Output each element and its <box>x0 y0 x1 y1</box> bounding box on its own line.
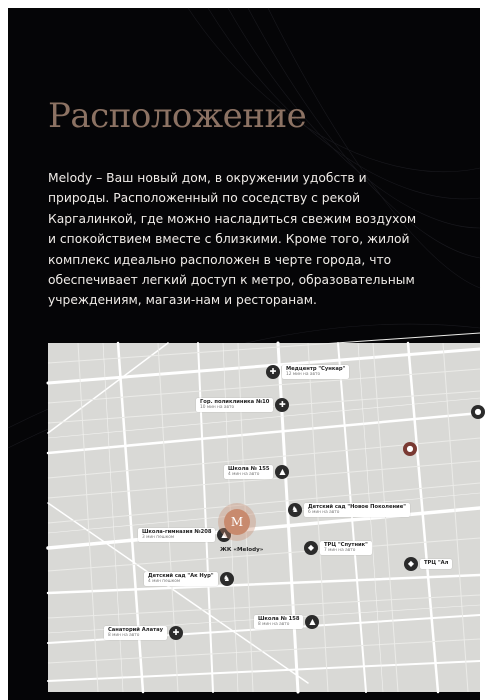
graduation-cap-icon: ▲ <box>305 615 319 629</box>
poi-city-clinic-10[interactable] <box>196 398 289 412</box>
location-dot-icon: ● <box>403 442 417 456</box>
medical-cross-icon: ✚ <box>266 365 280 379</box>
poi-label: Школа-гимназия №208 3 мин пешком <box>138 528 215 542</box>
poi-mall-sputnik[interactable] <box>304 541 372 555</box>
poi-medical-center-sunkar[interactable] <box>266 365 349 379</box>
graduation-cap-icon: ▲ <box>275 465 289 479</box>
poi-label: Школа № 158 8 мин на авто <box>254 615 303 629</box>
poi-kindergarten-ak-nur[interactable] <box>144 572 234 586</box>
rocking-horse-icon: ♞ <box>288 503 302 517</box>
poi-label: Детский сад "Новое Поколение" 6 мин на авто <box>304 503 410 517</box>
poi-school-155[interactable] <box>224 465 289 479</box>
poi-label: Гор. поликлиника №10 10 мин на авто <box>196 398 273 412</box>
poi-mall-al[interactable] <box>404 557 452 571</box>
section-title: Расположение <box>48 96 307 136</box>
poi-label: Школа № 155 4 мин на авто <box>224 465 273 479</box>
location-map[interactable] <box>48 343 480 692</box>
poi-school-gymnasium-208[interactable] <box>138 528 231 542</box>
poi-sanatorium-alatau[interactable] <box>104 626 183 640</box>
poi-label: Детский сад "Ак Нур" 4 мин пешком <box>144 572 218 586</box>
poi-school-158[interactable] <box>254 615 319 629</box>
section-description: Melody – Ваш новый дом, в окружении удобств и природы. Расположенный по соседству с рекой Каргалинкой, где можно насладиться свежим воздухом и спокойствием вместе с близкими. Кроме того, жилой комплекс идеально расположен в черте города, что обеспечивает легкий доступ к метро, образовательным учреждениям, магази-нам и ресторанам. <box>48 171 417 308</box>
home-label: ЖК «Melody» <box>220 547 264 553</box>
shopping-bag-icon: ◆ <box>304 541 318 555</box>
location-dot-icon: ● <box>471 405 485 419</box>
graduation-cap-icon: ▲ <box>217 528 231 542</box>
poi-label: Медцентр "Сункар" 12 мин на авто <box>282 365 349 379</box>
poi-label: ТРЦ "Спутник" 7 мин на авто <box>320 541 372 555</box>
poi-label: ТРЦ "Ал <box>420 559 452 569</box>
poi-edge-marker[interactable] <box>471 405 485 419</box>
poi-label: Санаторий Алатау 8 мин на авто <box>104 626 167 640</box>
rocking-horse-icon: ♞ <box>220 572 234 586</box>
poi-kindergarten-novoe-pokolenie[interactable] <box>288 503 410 517</box>
medical-cross-icon: ✚ <box>169 626 183 640</box>
medical-cross-icon: ✚ <box>275 398 289 412</box>
poi-unlabeled-marker[interactable] <box>403 442 417 456</box>
melody-logo-icon[interactable]: M <box>224 509 250 535</box>
shopping-bag-icon: ◆ <box>404 557 418 571</box>
